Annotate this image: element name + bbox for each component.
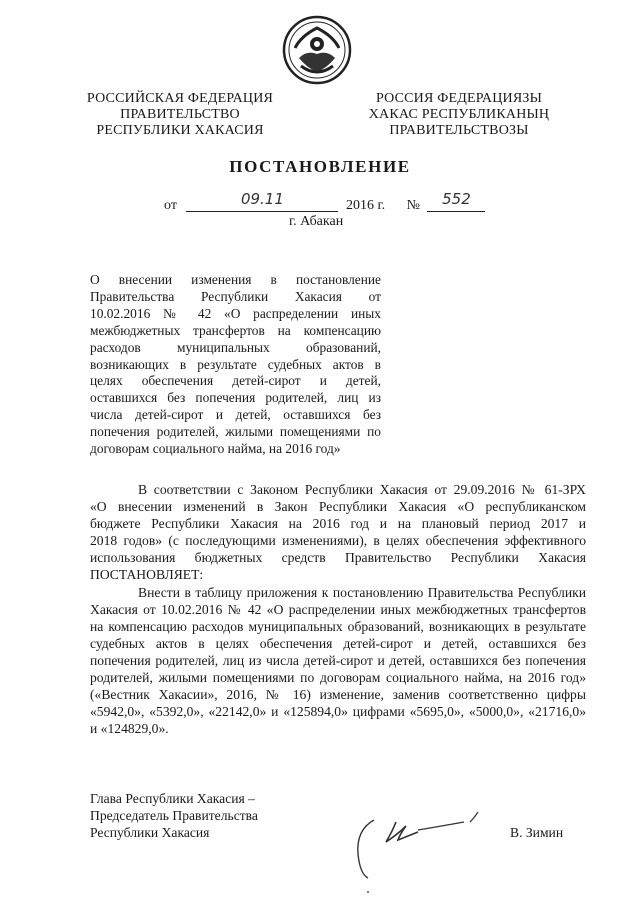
header-right-line: ПРАВИТЕЛЬСТВОЗЫ xyxy=(389,123,529,138)
signature-title-block xyxy=(90,790,258,841)
subject-line: 10.02.2016 № 42 «О распределении иных xyxy=(90,305,381,321)
subject-line: числа детей-сирот и детей, оставшихся без xyxy=(90,407,381,423)
subject-line: межбюджетных трансфертов на компенсацию xyxy=(90,322,381,338)
header-right-line: ХАКАС РЕСПУБЛИКАНЫҢ xyxy=(368,107,550,122)
paragraph2-line: на компенсацию расходов муниципальных образований, возникающих в результате xyxy=(90,618,586,634)
paragraph2-line: («Вестник Хакасии», 2016, № 16) изменение, заменив соответственно цифры xyxy=(90,687,586,703)
header-left-line: РОССИЙСКАЯ ФЕДЕРАЦИЯ xyxy=(86,91,274,106)
subject-line: расходов муниципальных образований, xyxy=(90,339,381,355)
paragraph2-line: Хакасия от 10.02.2016 № 42 «О распределении иных межбюджетных трансфертов xyxy=(90,601,586,617)
subject-line: попечения родителей, жилыми помещениями по xyxy=(90,424,381,440)
paragraph2-line: попечения родителей, лиц из числа детей-сирот и детей, оставшихся без попечения xyxy=(90,652,586,668)
paragraph2-line: «5942,0», «5392,0», «22142,0» и «125894,0» цифрами «5695,0», «5000,0», «21716,0» xyxy=(90,704,586,720)
year-label: 2016 г. xyxy=(345,198,386,213)
header-right-block xyxy=(368,91,550,139)
paragraph2-line: и «124829,0». xyxy=(90,721,169,737)
paragraph2-line: судебных актов в целях обеспечения детей-сирот и детей, оставшихся без xyxy=(90,635,586,651)
body-text xyxy=(90,481,586,737)
number-sign: № xyxy=(406,198,420,213)
paragraph2-line: Внести в таблицу приложения к постановлению Правительства Республики xyxy=(138,584,586,600)
subject-line: Правительства Республики Хакасия от xyxy=(90,288,381,304)
date-field xyxy=(186,190,338,212)
header-right-line: РОССИЯ ФЕДЕРАЦИЯЗЫ xyxy=(375,91,543,106)
paragraph1-line: использования бюджетных средств Правительство Республики Хакасия xyxy=(90,550,586,566)
subject-line: О внесении изменения в постановление xyxy=(90,272,381,287)
subject-line: оставшихся без попечения родителей, лиц из xyxy=(90,390,381,406)
coat-of-arms-emblem xyxy=(281,14,353,86)
signer-name: В. Зимин xyxy=(510,825,564,840)
paragraph1-line: 2018 годов» (с последующими изменениями), в целях обеспечения эффективного xyxy=(90,533,586,549)
handwritten-signature xyxy=(352,808,492,898)
signature-title-line: Глава Республики Хакасия – xyxy=(90,791,255,806)
paragraph2-line: родителей, жилыми помещениями по договорам социального найма, на 2016 год» xyxy=(90,670,586,686)
date-prefix: от xyxy=(164,198,177,213)
paragraph1-line: «О внесении изменений в Закон Республики Хакасия «О республиканском xyxy=(90,499,586,515)
subject-block xyxy=(90,272,381,458)
number-handwritten: 552 xyxy=(442,190,471,208)
signature-title-line: Республики Хакасия xyxy=(90,825,210,840)
date-line xyxy=(164,190,485,214)
date-handwritten: 09.11 xyxy=(240,190,284,208)
paragraph1-line: ПОСТАНОВЛЯЕТ: xyxy=(90,567,204,583)
signature-title-line: Председатель Правительства xyxy=(90,808,258,823)
paragraph1-line: бюджете Республики Хакасия на 2016 год и на плановый период 2017 и xyxy=(90,516,586,532)
subject-line: возникающих в результате судебных актов в xyxy=(90,356,381,372)
number-field xyxy=(427,190,485,212)
paragraph1-line: В соответствии с Законом Республики Хакасия от 29.09.2016 № 61-ЗРХ xyxy=(138,482,586,497)
subject-line: целях обеспечения детей-сирот и детей, xyxy=(90,373,381,389)
header-left-block xyxy=(85,91,275,139)
document-title: ПОСТАНОВЛЕНИЕ xyxy=(229,157,411,176)
subject-line: договорам социального найма, на 2016 год» xyxy=(90,441,341,457)
city-label: г. Абакан xyxy=(289,214,344,229)
header-left-line: ПРАВИТЕЛЬСТВО xyxy=(120,107,240,122)
header-left-line: РЕСПУБЛИКИ ХАКАСИЯ xyxy=(96,123,264,138)
